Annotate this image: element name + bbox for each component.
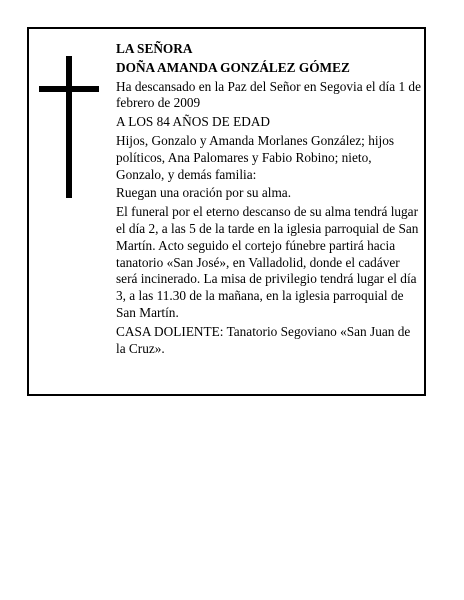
obituary-notice — [27, 27, 426, 396]
notice-text — [116, 41, 422, 357]
family-list: Hijos, Gonzalo y Amanda Morlanes González; hijos políticos, Ana Palomares y Fabio Robino; nieto, Gonzalo, y demás familia: — [116, 132, 395, 182]
title-line-1: LA SEÑORA — [116, 41, 193, 56]
cross-vertical-bar — [66, 56, 72, 198]
mourning-house: CASA DOLIENTE: Tanatorio Segoviano «San Juan de la Cruz». — [116, 323, 411, 356]
age-statement: A LOS 84 AÑOS DE EDAD — [116, 114, 271, 130]
rested-statement: Ha descansado en la Paz del Señor en Segovia el día 1 de febrero de 2009 — [116, 78, 421, 111]
deceased-name: DOÑA AMANDA GONZÁLEZ GÓMEZ — [116, 59, 350, 75]
funeral-details: El funeral por el eterno descanso de su alma tendrá lugar el día 2, a las 5 de la tarde en la iglesia parroquial de San Martín. Acto seguido el cortejo fúnebre partirá hacia tanatorio «San José», en Valladolid, donde el cadáver será incinerado. La misa de privilegio tendrá lugar el día 3, a las 11.30 de la mañana, en la iglesia parroquial de San Martín. — [116, 204, 419, 320]
prayer-request: Ruegan una oración por su alma. — [116, 185, 292, 201]
cross-horizontal-bar — [39, 86, 99, 92]
cross-icon — [39, 56, 99, 198]
